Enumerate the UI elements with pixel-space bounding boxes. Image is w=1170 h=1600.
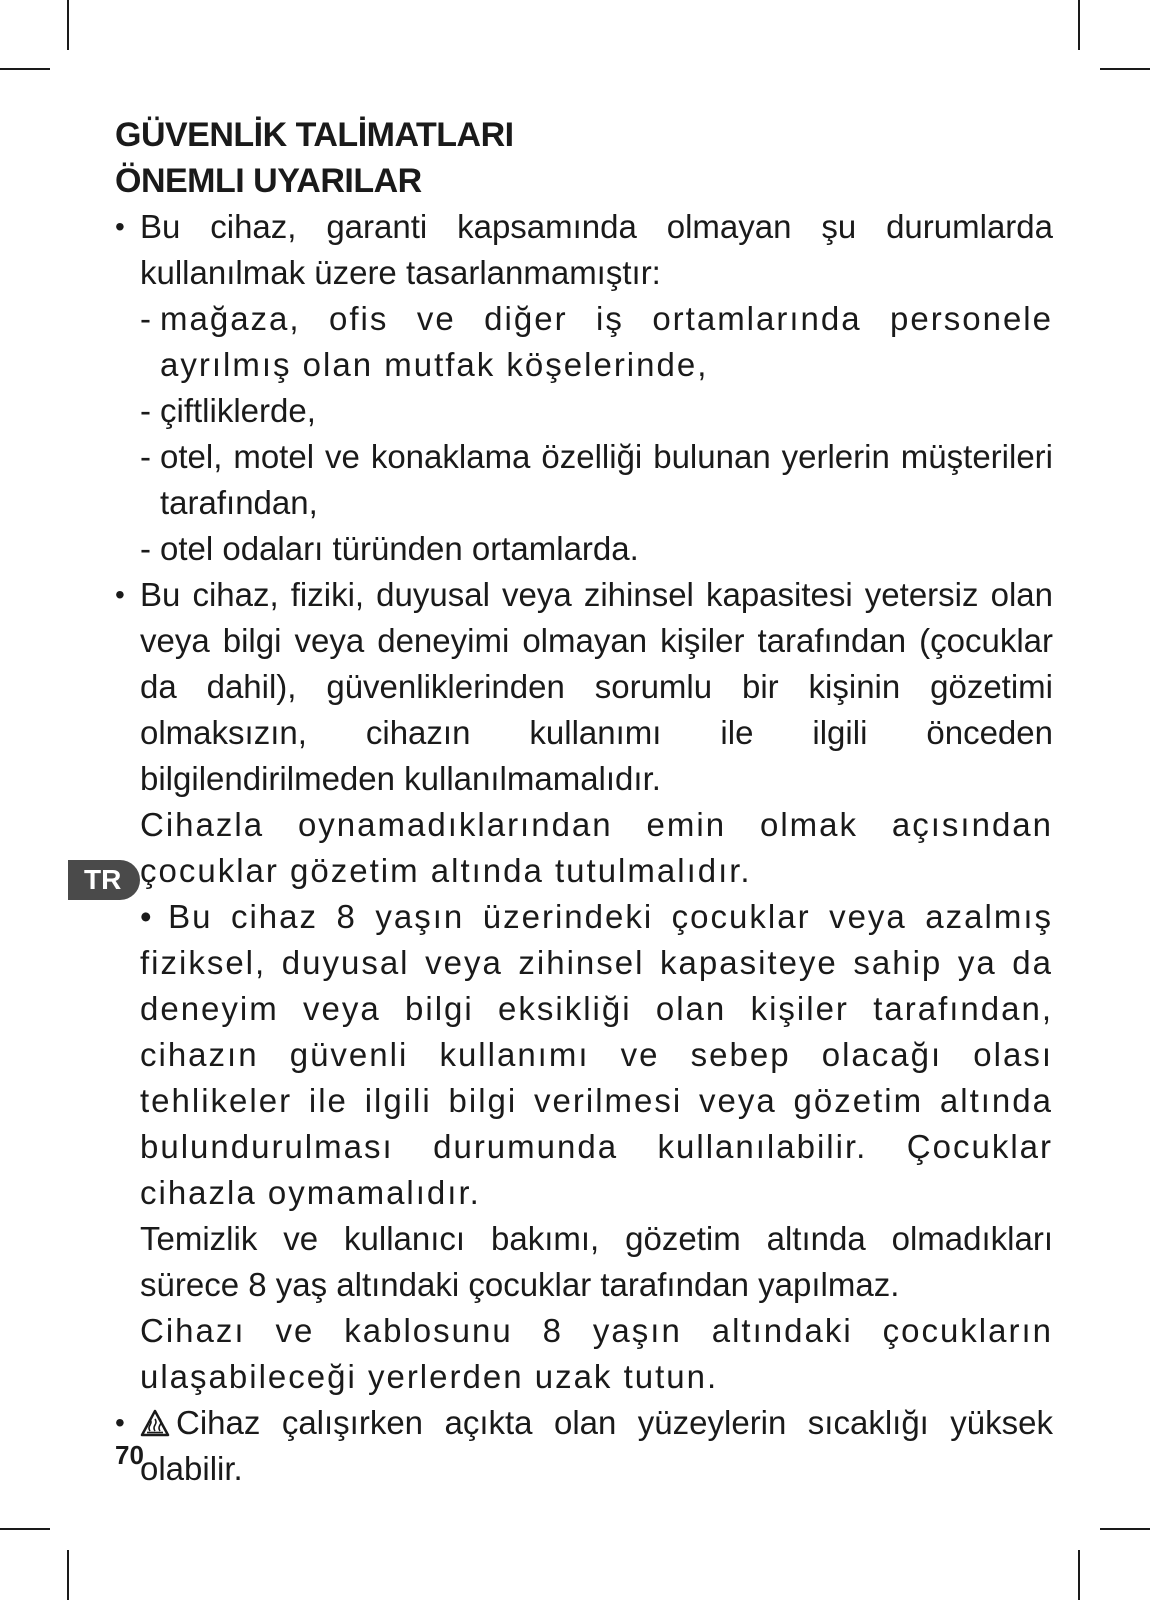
- crop-mark-bottom-left-vertical: [67, 1550, 69, 1600]
- section-subtitle: ÖNEMLI UYARILAR: [115, 162, 422, 200]
- bullet-text: Cihaz çalışırken açıkta olan yüzeylerin sıcaklığı yüksek olabilir.: [140, 1404, 1053, 1487]
- bullet-usage-restrictions: [115, 204, 1053, 296]
- bullet-text: Bu cihaz, fiziki, duyusal veya zihinsel kapasitesi yetersiz olan veya bilgi veya deneyimi olmayan kişiler tarafından (çocuklar da dahil), güvenliklerinden sorumlu bir kişinin gözetimi olmaksızın, cihazın kullanımı ile ilgili önceden bilgilendirilmeden kullanılmamalıdır.: [140, 576, 1053, 797]
- list-item-text: mağaza, ofis ve diğer iş ortamlarında personele ayrılmış olan mutfak köşelerinde,: [160, 300, 1053, 383]
- list-item: [115, 434, 1053, 526]
- list-item: [115, 388, 1053, 434]
- list-item-text: otel odaları türünden ortamlarda.: [160, 530, 639, 567]
- list-item-text: otel, motel ve konaklama özelliği bulunan yerlerin müşterileri tarafından,: [160, 438, 1053, 521]
- bullet-dot: •: [115, 1407, 125, 1438]
- list-item: [115, 526, 1053, 572]
- crop-mark-top-left-vertical: [67, 0, 69, 50]
- paragraph-children-play: Cihazla oynamadıklarından emin olmak açısından çocuklar gözetim altında tutulmalıdır.: [140, 806, 1053, 889]
- hot-surface-warning-icon: [140, 1409, 170, 1437]
- paragraph-cleaning: Temizlik ve kullanıcı bakımı, gözetim altında olmadıkları sürece 8 yaş altındaki çocuklar tarafından yapılmaz.: [140, 1220, 1053, 1303]
- crop-mark-top-right-horizontal: [1100, 68, 1150, 70]
- dash: -: [140, 530, 151, 567]
- bullet-dot: •: [115, 579, 125, 610]
- bullet-text: Bu cihaz, garanti kapsamında olmayan şu durumlarda kullanılmak üzere tasarlanmamıştır:: [140, 208, 1053, 291]
- crop-mark-bottom-left-horizontal: [0, 1528, 50, 1530]
- bullet-text: Bu cihaz 8 yaşın üzerindeki çocuklar veya azalmış fiziksel, duyusal veya zihinsel kapasiteye sahip ya da deneyim veya bilgi eksikliği olan kişiler tarafından, cihazın güvenli kullanımı ve sebep olacağı olası tehlikeler ile ilgili bilgi verilmesi veya gözetim altında bulundurulması durumunda kullanılabilir. Çocuklar cihazla oymamalıdır.: [140, 898, 1053, 1211]
- list-item-text: çiftliklerde,: [160, 392, 316, 429]
- dash: -: [140, 438, 151, 475]
- crop-mark-top-right-vertical: [1078, 0, 1080, 50]
- bullet-supervision: [115, 572, 1053, 802]
- crop-mark-bottom-right-vertical: [1078, 1550, 1080, 1600]
- page-number: 70: [115, 1440, 144, 1470]
- bullet-age-eight: [115, 894, 1053, 1216]
- language-tab: TR: [68, 860, 140, 900]
- crop-mark-bottom-right-horizontal: [1100, 1528, 1150, 1530]
- bullet-dot: •: [140, 898, 152, 935]
- list-item: [115, 296, 1053, 388]
- section-title: GÜVENLİK TALİMATLARI: [115, 116, 514, 154]
- bullet-hot-surface: [115, 1400, 1053, 1492]
- crop-mark-top-left-horizontal: [0, 68, 50, 70]
- safety-instructions: [115, 112, 1053, 1492]
- paragraph-cable-reach: Cihazı ve kablosunu 8 yaşın altındaki çocukların ulaşabileceği yerlerden uzak tutun.: [140, 1312, 1053, 1395]
- dash: -: [140, 392, 151, 429]
- bullet-dot: •: [115, 211, 125, 242]
- dash: -: [140, 300, 151, 337]
